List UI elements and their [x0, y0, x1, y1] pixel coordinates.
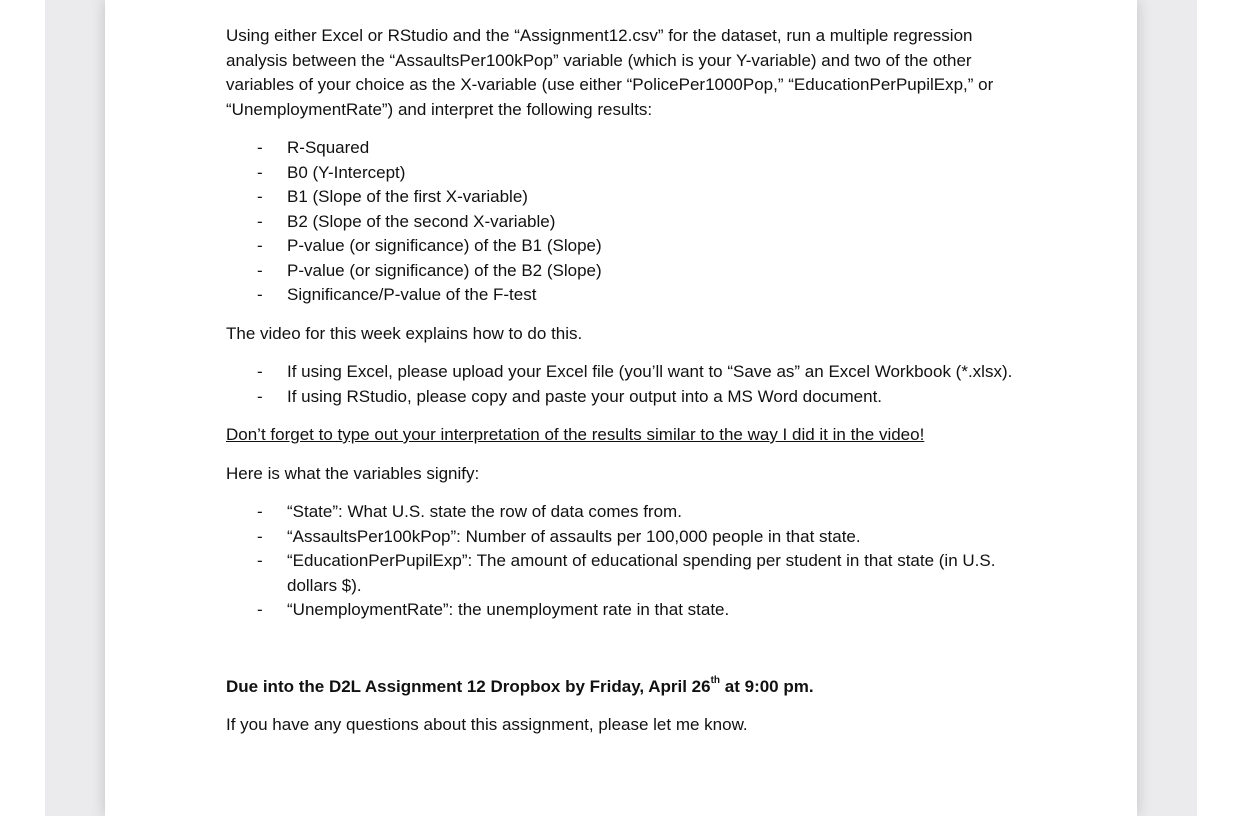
dash-marker: - [257, 362, 263, 381]
list-item-text: B0 (Y-Intercept) [287, 162, 406, 182]
interpretation-reminder: Don’t forget to type out your interpretation of the results similar to the way I did it in the video! [226, 425, 925, 444]
list-item [226, 385, 1026, 410]
list-item-text: “UnemploymentRate”: the unemployment rate in that state. [287, 600, 730, 619]
closing-paragraph: If you have any questions about this assignment, please let me know. [226, 715, 748, 734]
due-date-text: Due into the D2L Assignment 12 Dropbox by Friday, April 26 [226, 676, 711, 696]
list-item [226, 259, 1026, 284]
upload-list [226, 360, 1026, 409]
list-item-text: P-value (or significance) of the B1 (Slope) [287, 236, 602, 255]
list-item-text: B1 (Slope of the first X-variable) [287, 187, 528, 206]
video-note: The video for this week explains how to do this. [226, 323, 583, 343]
list-item [226, 161, 1026, 186]
dash-marker: - [257, 386, 263, 406]
list-item [226, 549, 1026, 598]
list-item [226, 360, 1026, 385]
variables-list [226, 500, 1026, 623]
document-content [226, 24, 1026, 738]
dash-marker: - [257, 138, 263, 157]
list-item-text: If using RStudio, please copy and paste your output into a MS Word document. [287, 386, 883, 406]
list-item [226, 500, 1026, 525]
due-date-time: at 9:00 pm. [720, 676, 814, 696]
dash-marker: - [257, 551, 263, 570]
list-item-text: P-value (or significance) of the B2 (Slope) [287, 260, 602, 280]
dash-marker: - [257, 162, 263, 182]
list-item-text: “AssaultsPer100kPop”: Number of assaults per 100,000 people in that state. [287, 526, 861, 546]
dash-marker: - [257, 236, 263, 255]
list-item-text: R-Squared [287, 138, 370, 157]
list-item-text: Significance/P-value of the F-test [287, 285, 537, 304]
variables-heading: Here is what the variables signify: [226, 463, 480, 483]
list-item [226, 598, 1026, 623]
list-item-text: B2 (Slope of the second X-variable) [287, 211, 556, 231]
due-date-superscript: th [710, 674, 721, 686]
list-item-text: “EducationPerPupilExp”: The amount of educational spending per student in that state (in U.S. dollars $). [287, 551, 996, 595]
results-list [226, 136, 1026, 308]
document-page [105, 0, 1137, 816]
dash-marker: - [257, 260, 263, 280]
due-date [226, 675, 1026, 700]
list-item [226, 525, 1026, 550]
dash-marker: - [257, 285, 263, 304]
dash-marker: - [257, 502, 263, 521]
dash-marker: - [257, 211, 263, 231]
list-item [226, 283, 1026, 308]
dash-marker: - [257, 187, 263, 206]
dash-marker: - [257, 526, 263, 546]
list-item-text: If using Excel, please upload your Excel file (you’ll want to “Save as” an Excel Workbook (*.xlsx). [287, 362, 1013, 381]
list-item [226, 136, 1026, 161]
intro-paragraph: Using either Excel or RStudio and the “Assignment12.csv” for the dataset, run a multiple regression analysis between the “AssaultsPer100kPop” variable (which is your Y-variable) and two of the other variables of your choice as the X-variable (use either “PolicePer1000Pop,” “EducationPerPupilExp,” or “UnemploymentRate”) and interpret the following results: [226, 26, 994, 119]
dash-marker: - [257, 600, 263, 619]
list-item [226, 234, 1026, 259]
list-item-text: “State”: What U.S. state the row of data comes from. [287, 502, 682, 521]
list-item [226, 210, 1026, 235]
list-item [226, 185, 1026, 210]
